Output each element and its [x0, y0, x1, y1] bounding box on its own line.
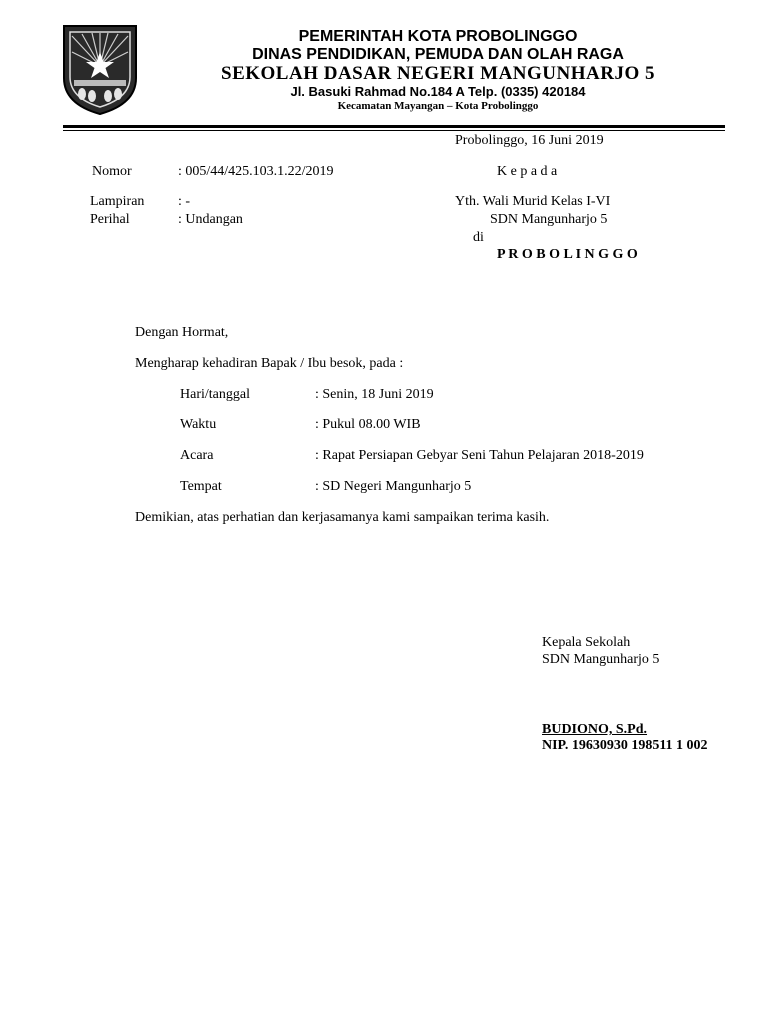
city-emblem-logo: [60, 22, 140, 116]
letterhead-address: Jl. Basuki Rahmad No.184 A Telp. (0335) 420184: [290, 84, 586, 99]
nomor-label: Nomor: [92, 164, 132, 179]
detail-value: : Pukul 08.00 WIB: [315, 417, 421, 432]
lampiran-value: : -: [178, 194, 191, 209]
signature-title: Kepala Sekolah: [542, 635, 631, 650]
detail-label: Waktu: [180, 417, 217, 432]
perihal-value: : Undangan: [178, 212, 243, 227]
perihal-label: Perihal: [90, 212, 130, 227]
letterhead-government: PEMERINTAH KOTA PROBOLINGGO: [298, 28, 578, 45]
intro-text: Mengharap kehadiran Bapak / Ibu besok, pada :: [135, 356, 404, 371]
detail-label: Acara: [180, 448, 214, 463]
signature-school: SDN Mangunharjo 5: [542, 652, 660, 667]
detail-label: Hari/tanggal: [180, 387, 250, 402]
letterhead-divider-thick: [63, 125, 725, 128]
recipient-kepada: K e p a d a: [497, 164, 558, 179]
detail-value: : SD Negeri Mangunharjo 5: [315, 479, 472, 494]
letterhead-district: Kecamatan Mayangan – Kota Probolinggo: [337, 100, 539, 112]
closing-text: Demikian, atas perhatian dan kerjasamanya kami sampaikan terima kasih.: [135, 510, 550, 525]
letterhead-school-name: SEKOLAH DASAR NEGERI MANGUNHARJO 5: [221, 63, 655, 84]
detail-value: : Rapat Persiapan Gebyar Seni Tahun Pelajaran 2018-2019: [315, 448, 644, 463]
detail-value: : Senin, 18 Juni 2019: [315, 387, 434, 402]
recipient-line1: Yth. Wali Murid Kelas I-VI: [455, 194, 611, 209]
letterhead-department: DINAS PENDIDIKAN, PEMUDA DAN OLAH RAGA: [252, 46, 624, 63]
letter-date: Probolinggo, 16 Juni 2019: [455, 133, 604, 148]
nomor-value: : 005/44/425.103.1.22/2019: [178, 164, 334, 179]
signature-nip: NIP. 19630930 198511 1 002: [542, 738, 708, 753]
detail-label: Tempat: [180, 479, 222, 494]
lampiran-label: Lampiran: [90, 194, 145, 209]
signature-name: BUDIONO, S.Pd.: [542, 722, 648, 737]
recipient-city: P R O B O L I N G G O: [497, 247, 638, 262]
letterhead-divider-thin: [63, 130, 725, 131]
recipient-line2: SDN Mangunharjo 5: [490, 212, 608, 227]
greeting: Dengan Hormat,: [135, 325, 229, 340]
recipient-di: di: [473, 230, 484, 245]
